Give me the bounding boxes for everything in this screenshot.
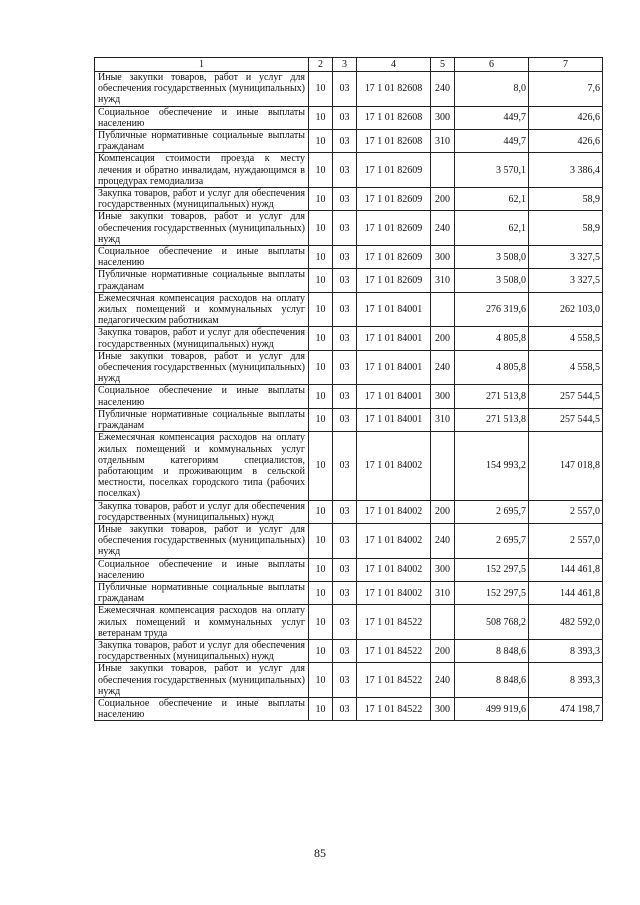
cell-subsection: 03 [333,385,357,408]
cell-expense-type: 200 [431,188,455,211]
cell-target-article: 17 1 01 82608 [357,72,431,107]
cell-amount-year-2: 3 386,4 [529,153,603,188]
cell-amount-year-1: 4 805,8 [455,350,529,385]
cell-amount-year-1: 8,0 [455,72,529,107]
header-cell-7: 7 [529,58,603,72]
cell-target-article: 17 1 01 82609 [357,246,431,269]
table-row [95,385,603,408]
cell-amount-year-2: 58,9 [529,188,603,211]
cell-section: 10 [309,663,333,698]
cell-target-article: 17 1 01 84001 [357,350,431,385]
cell-section: 10 [309,697,333,720]
cell-target-article: 17 1 01 84522 [357,605,431,640]
cell-subsection: 03 [333,211,357,246]
page-number: 85 [314,846,326,860]
cell-subsection: 03 [333,558,357,581]
cell-target-article: 17 1 01 82608 [357,130,431,153]
cell-amount-year-1: 3 570,1 [455,153,529,188]
table-row [95,500,603,523]
cell-subsection: 03 [333,663,357,698]
table-row [95,292,603,327]
cell-amount-year-2: 474 198,7 [529,697,603,720]
cell-description: Социальное обеспечение и иные выплаты населению [95,558,309,581]
cell-section: 10 [309,153,333,188]
budget-table [94,57,603,721]
header-cell-2: 2 [309,58,333,72]
cell-description: Иные закупки товаров, работ и услуг для обеспечения государственных (муниципальных) нужд [95,523,309,558]
table-row [95,106,603,129]
cell-amount-year-1: 449,7 [455,106,529,129]
table-row [95,408,603,431]
cell-amount-year-1: 152 297,5 [455,581,529,604]
cell-subsection: 03 [333,408,357,431]
cell-section: 10 [309,350,333,385]
cell-expense-type: 200 [431,639,455,662]
cell-amount-year-2: 58,9 [529,211,603,246]
cell-target-article: 17 1 01 82609 [357,153,431,188]
cell-target-article: 17 1 01 84002 [357,500,431,523]
cell-subsection: 03 [333,72,357,107]
cell-amount-year-2: 144 461,8 [529,581,603,604]
table-row [95,188,603,211]
cell-section: 10 [309,72,333,107]
header-cell-3: 3 [333,58,357,72]
cell-description: Ежемесячная компенсация расходов на оплату жилых помещений и коммунальных услуг педагогическим работникам [95,292,309,327]
header-cell-1: 1 [95,58,309,72]
cell-subsection: 03 [333,581,357,604]
cell-expense-type: 200 [431,500,455,523]
cell-section: 10 [309,639,333,662]
cell-amount-year-2: 257 544,5 [529,385,603,408]
header-cell-5: 5 [431,58,455,72]
cell-expense-type: 310 [431,408,455,431]
cell-amount-year-2: 2 557,0 [529,523,603,558]
cell-target-article: 17 1 01 82609 [357,188,431,211]
cell-expense-type: 240 [431,350,455,385]
cell-subsection: 03 [333,246,357,269]
cell-expense-type: 300 [431,106,455,129]
table-row [95,350,603,385]
cell-amount-year-1: 276 319,6 [455,292,529,327]
cell-amount-year-1: 508 768,2 [455,605,529,640]
table-row [95,663,603,698]
cell-amount-year-1: 499 919,6 [455,697,529,720]
cell-amount-year-1: 8 848,6 [455,663,529,698]
cell-amount-year-1: 2 695,7 [455,523,529,558]
cell-amount-year-2: 426,6 [529,106,603,129]
cell-amount-year-1: 271 513,8 [455,408,529,431]
cell-expense-type: 310 [431,269,455,292]
cell-section: 10 [309,432,333,500]
cell-section: 10 [309,385,333,408]
cell-subsection: 03 [333,269,357,292]
cell-description: Иные закупки товаров, работ и услуг для обеспечения государственных (муниципальных) нужд [95,350,309,385]
table-row [95,130,603,153]
table-row [95,211,603,246]
cell-amount-year-2: 257 544,5 [529,408,603,431]
cell-amount-year-2: 262 103,0 [529,292,603,327]
table-row [95,697,603,720]
cell-amount-year-2: 8 393,3 [529,663,603,698]
cell-section: 10 [309,292,333,327]
cell-description: Публичные нормативные социальные выплаты гражданам [95,581,309,604]
cell-amount-year-1: 154 993,2 [455,432,529,500]
cell-amount-year-1: 449,7 [455,130,529,153]
cell-amount-year-1: 62,1 [455,188,529,211]
cell-amount-year-2: 4 558,5 [529,350,603,385]
table-body [95,58,603,721]
cell-subsection: 03 [333,130,357,153]
cell-target-article: 17 1 01 84002 [357,558,431,581]
cell-amount-year-2: 482 592,0 [529,605,603,640]
cell-target-article: 17 1 01 84522 [357,663,431,698]
table-row [95,581,603,604]
cell-description: Социальное обеспечение и иные выплаты населению [95,697,309,720]
cell-subsection: 03 [333,432,357,500]
cell-expense-type: 300 [431,246,455,269]
cell-amount-year-1: 4 805,8 [455,327,529,350]
cell-description: Социальное обеспечение и иные выплаты населению [95,385,309,408]
cell-section: 10 [309,188,333,211]
header-cell-4: 4 [357,58,431,72]
cell-subsection: 03 [333,350,357,385]
cell-description: Ежемесячная компенсация расходов на оплату жилых помещений и коммунальных услуг отдельным категориям специалистов, работающим и проживающим в сельской местности, поселках городского типа (рабочих поселках) [95,432,309,500]
cell-subsection: 03 [333,153,357,188]
table-row [95,72,603,107]
cell-amount-year-1: 2 695,7 [455,500,529,523]
cell-expense-type: 310 [431,130,455,153]
cell-expense-type [431,292,455,327]
cell-section: 10 [309,500,333,523]
cell-description: Закупка товаров, работ и услуг для обеспечения государственных (муниципальных) нужд [95,639,309,662]
table-row [95,327,603,350]
cell-subsection: 03 [333,188,357,211]
cell-target-article: 17 1 01 84002 [357,432,431,500]
cell-section: 10 [309,605,333,640]
table-row [95,153,603,188]
cell-subsection: 03 [333,697,357,720]
cell-description: Иные закупки товаров, работ и услуг для обеспечения государственных (муниципальных) нужд [95,211,309,246]
cell-amount-year-2: 3 327,5 [529,269,603,292]
table-row [95,605,603,640]
cell-expense-type: 310 [431,581,455,604]
cell-target-article: 17 1 01 82609 [357,211,431,246]
cell-section: 10 [309,269,333,292]
cell-section: 10 [309,523,333,558]
cell-description: Социальное обеспечение и иные выплаты населению [95,106,309,129]
cell-target-article: 17 1 01 82608 [357,106,431,129]
cell-amount-year-1: 62,1 [455,211,529,246]
cell-section: 10 [309,246,333,269]
cell-target-article: 17 1 01 84522 [357,639,431,662]
cell-description: Публичные нормативные социальные выплаты гражданам [95,408,309,431]
cell-amount-year-1: 3 508,0 [455,246,529,269]
cell-amount-year-1: 3 508,0 [455,269,529,292]
cell-section: 10 [309,408,333,431]
cell-target-article: 17 1 01 84001 [357,385,431,408]
table-row [95,269,603,292]
cell-expense-type [431,153,455,188]
cell-description: Иные закупки товаров, работ и услуг для обеспечения государственных (муниципальных) нужд [95,663,309,698]
cell-expense-type: 200 [431,327,455,350]
cell-description: Закупка товаров, работ и услуг для обеспечения государственных (муниципальных) нужд [95,500,309,523]
cell-description: Публичные нормативные социальные выплаты гражданам [95,130,309,153]
table-row [95,639,603,662]
cell-expense-type: 300 [431,697,455,720]
cell-target-article: 17 1 01 84001 [357,408,431,431]
cell-amount-year-2: 7,6 [529,72,603,107]
cell-target-article: 17 1 01 84522 [357,697,431,720]
header-cell-6: 6 [455,58,529,72]
cell-subsection: 03 [333,605,357,640]
cell-section: 10 [309,211,333,246]
cell-expense-type: 240 [431,663,455,698]
cell-section: 10 [309,327,333,350]
cell-section: 10 [309,130,333,153]
cell-description: Иные закупки товаров, работ и услуг для обеспечения государственных (муниципальных) нужд [95,72,309,107]
cell-subsection: 03 [333,523,357,558]
cell-description: Публичные нормативные социальные выплаты гражданам [95,269,309,292]
cell-target-article: 17 1 01 84001 [357,292,431,327]
cell-description: Компенсация стоимости проезда к месту лечения и обратно инвалидам, нуждающимся в процедурах гемодиализа [95,153,309,188]
table-row [95,246,603,269]
cell-amount-year-2: 3 327,5 [529,246,603,269]
cell-description: Закупка товаров, работ и услуг для обеспечения государственных (муниципальных) нужд [95,327,309,350]
cell-amount-year-1: 8 848,6 [455,639,529,662]
cell-description: Закупка товаров, работ и услуг для обеспечения государственных (муниципальных) нужд [95,188,309,211]
cell-amount-year-1: 152 297,5 [455,558,529,581]
table-row [95,523,603,558]
cell-target-article: 17 1 01 84002 [357,581,431,604]
cell-expense-type: 300 [431,385,455,408]
cell-expense-type: 240 [431,211,455,246]
cell-amount-year-2: 147 018,8 [529,432,603,500]
cell-expense-type [431,605,455,640]
cell-subsection: 03 [333,106,357,129]
cell-target-article: 17 1 01 84001 [357,327,431,350]
cell-subsection: 03 [333,500,357,523]
cell-amount-year-1: 271 513,8 [455,385,529,408]
table-row [95,558,603,581]
cell-description: Ежемесячная компенсация расходов на оплату жилых помещений и коммунальных услуг ветеранам труда [95,605,309,640]
cell-section: 10 [309,581,333,604]
cell-amount-year-2: 8 393,3 [529,639,603,662]
cell-expense-type [431,432,455,500]
cell-subsection: 03 [333,327,357,350]
cell-target-article: 17 1 01 84002 [357,523,431,558]
cell-amount-year-2: 2 557,0 [529,500,603,523]
cell-amount-year-2: 144 461,8 [529,558,603,581]
cell-section: 10 [309,106,333,129]
table-row [95,432,603,500]
cell-expense-type: 300 [431,558,455,581]
table-header-row [95,58,603,72]
cell-amount-year-2: 426,6 [529,130,603,153]
cell-expense-type: 240 [431,72,455,107]
cell-target-article: 17 1 01 82609 [357,269,431,292]
cell-description: Социальное обеспечение и иные выплаты населению [95,246,309,269]
cell-section: 10 [309,558,333,581]
cell-subsection: 03 [333,292,357,327]
cell-amount-year-2: 4 558,5 [529,327,603,350]
cell-subsection: 03 [333,639,357,662]
cell-expense-type: 240 [431,523,455,558]
